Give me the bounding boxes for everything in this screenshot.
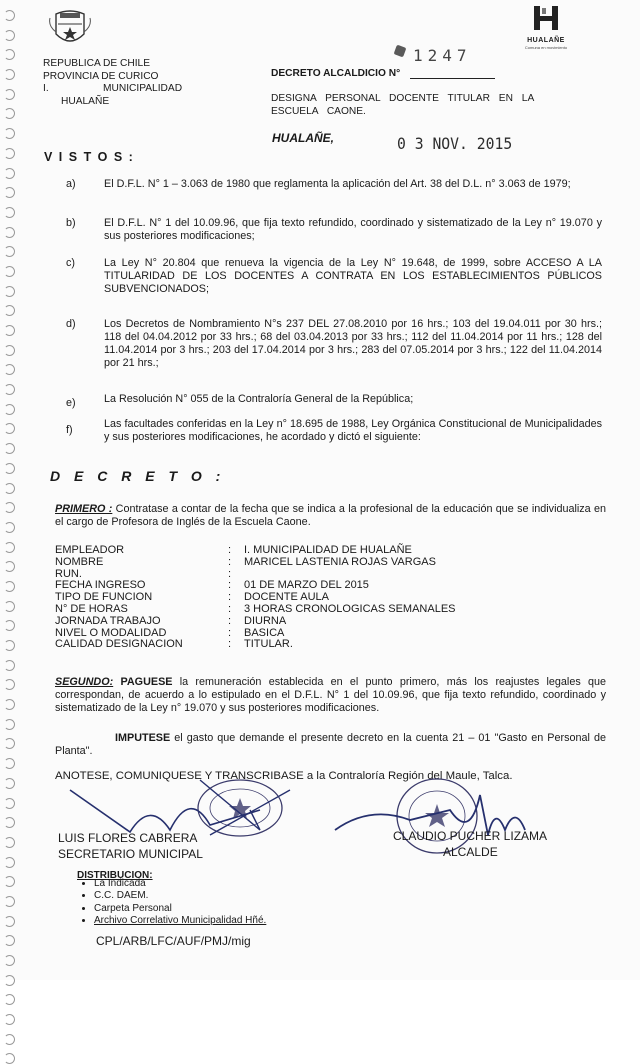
distribution-heading: DISTRIBUCION:	[77, 870, 153, 881]
spiral-ring	[4, 128, 15, 139]
field-colon: :	[228, 567, 232, 580]
field-colon: :	[228, 638, 232, 651]
field-colon: :	[228, 555, 232, 568]
chile-coat-of-arms-icon	[48, 8, 92, 50]
spiral-ring	[4, 89, 15, 100]
field-label: NIVEL O MODALIDAD	[55, 626, 167, 639]
vistos-letter-d: d)	[66, 318, 76, 330]
field-colon: :	[228, 626, 232, 639]
field-label: JORNADA TRABAJO	[55, 614, 161, 627]
vistos-item-c: La Ley N° 20.804 que renueva la vigencia de la Ley N° 19.648, de 1999, sobre ACCESO A LA TITULARIDAD DE LOS DOCENTES A CONTRATA EN LOS ESTABLECIMIENTOS PÚBLICOS SUBVENCIONADOS;	[104, 257, 602, 295]
spiral-ring	[4, 916, 15, 927]
spiral-ring	[4, 325, 15, 336]
spiral-ring	[4, 483, 15, 494]
spiral-ring	[4, 443, 15, 454]
primero-label: PRIMERO :	[55, 503, 113, 515]
spiral-ring	[4, 168, 15, 179]
field-value: BASICA	[244, 626, 285, 639]
distribution-item: • C.C. DAEM.	[94, 890, 266, 902]
spiral-ring	[4, 404, 15, 415]
spiral-ring	[4, 640, 15, 651]
field-label: CALIDAD DESIGNACION	[55, 638, 183, 651]
vistos-letter-b: b)	[66, 217, 76, 229]
institution-line-5: HUALAÑE	[61, 95, 110, 107]
secretary-name: LUIS FLORES CABRERA	[58, 831, 198, 845]
spiral-ring	[4, 187, 15, 198]
hualane-logo	[516, 4, 576, 50]
distribution-item: • La Indicada	[94, 878, 266, 890]
primero-text: Contratase a contar de la fecha que se indica a la profesional de la educación que se individualiza en el cargo de Profesora de Inglés de la Escuela Caone.	[55, 503, 607, 528]
spiral-ring	[4, 305, 15, 316]
imputese-text: el gasto que demande el presente decreto en la cuenta 21 – 01 "Gasto en Personal de Planta".	[55, 732, 607, 757]
spiral-ring	[4, 364, 15, 375]
spiral-ring	[4, 423, 15, 434]
vistos-heading: V I S T O S :	[44, 150, 135, 164]
spiral-ring	[4, 798, 15, 809]
field-label: TIPO DE FUNCION	[55, 591, 153, 604]
field-colon: :	[228, 579, 232, 592]
field-value: 3 HORAS CRONOLOGICAS SEMANALES	[244, 603, 456, 615]
vistos-item-b: El D.F.L. N° 1 del 10.09.96, que fija texto refundido, coordinado y sistematizado de la Ley n° 19.070 y sus posteriores modificaciones;	[104, 217, 602, 242]
spiral-binding	[2, 10, 16, 970]
field-label: EMPLEADOR	[55, 544, 125, 556]
spiral-ring	[4, 699, 15, 710]
field-colon: :	[228, 614, 232, 627]
decree-number-line	[410, 78, 495, 79]
spiral-ring	[4, 384, 15, 395]
field-label: RUN.	[55, 567, 82, 580]
institution-line-4: MUNICIPALIDAD	[103, 83, 183, 94]
decreto-heading: D E C R E T O :	[50, 468, 226, 484]
spiral-ring	[4, 660, 15, 671]
vistos-letter-f: f)	[66, 424, 73, 436]
vistos-item-d: Los Decretos de Nombramiento N°s 237 DEL 27.08.2010 por 16 hrs.; 103 del 19.04.011 por 30 hrs.; 118 del 04.04.2012 por 33 hrs.; 68 del 03.04.2013 por 33 hrs.; 112 del 11.04.2014 por 11 hrs.; 128 del 11.04.2014 por 3 hrs.; 203 del 17.04.2014 por 3 hrs.; 283 del 07.05.2014 por 3 hrs.; 122 del 11.04.2014 por 21 hrs.;	[104, 318, 602, 369]
field-value: MARICEL LASTENIA ROJAS VARGAS	[244, 555, 436, 568]
spiral-ring	[4, 69, 15, 80]
spiral-ring	[4, 49, 15, 60]
spiral-ring	[4, 522, 15, 533]
decree-label: DECRETO ALCALDICIO N°	[271, 68, 401, 79]
distribution-item: • Carpeta Personal	[94, 903, 266, 915]
spiral-ring	[4, 738, 15, 749]
field-label: NOMBRE	[55, 555, 104, 568]
spiral-ring	[4, 876, 15, 887]
spiral-ring	[4, 601, 15, 612]
vistos-letter-a: a)	[66, 178, 76, 190]
imputese-label: IMPUTESE	[115, 732, 171, 744]
spiral-ring	[4, 30, 15, 41]
institution-line-2: PROVINCIA DE CURICO	[43, 70, 159, 82]
spiral-ring	[4, 975, 15, 986]
spiral-ring	[4, 679, 15, 690]
secretary-title: SECRETARIO MUNICIPAL	[58, 847, 203, 861]
stamp-mark-icon	[394, 45, 407, 58]
decree-subject: DESIGNA PERSONAL DOCENTE TITULAR EN LA ESCUELA CAONE.	[271, 93, 534, 117]
logo-name: HUALAÑE	[527, 37, 565, 44]
vistos-letter-c: c)	[66, 257, 75, 269]
field-colon: :	[228, 591, 232, 604]
spiral-ring	[4, 837, 15, 848]
spiral-ring	[4, 620, 15, 631]
spiral-ring	[4, 857, 15, 868]
logo-tagline: Comuna en movimiento	[524, 45, 568, 50]
hualane-h-logo-icon	[531, 4, 561, 32]
spiral-ring	[4, 935, 15, 946]
spiral-ring	[4, 207, 15, 218]
decree-number: 1247	[413, 46, 472, 65]
institution-line-1: REPUBLICA DE CHILE	[43, 58, 151, 69]
field-colon: :	[228, 603, 232, 615]
spiral-ring	[4, 246, 15, 257]
spiral-ring	[4, 955, 15, 966]
spiral-ring	[4, 778, 15, 789]
segundo-text: la remuneración establecida en el punto primero, más los reajustes legales que correspondan, de acuerdo a lo estipulado en el D.F.L. N° 1 del 10.09.96, que fija texto refundido, coordinado y sistematizado de la Ley n° 19.070 y sus posteriores modificaciones.	[55, 676, 607, 714]
vistos-item-f: Las facultades conferidas en la Ley n° 18.695 de 1988, Ley Orgánica Constitucional de Municipalidades y sus posteriores modificaciones, he acordado y dictó el siguiente:	[104, 418, 602, 443]
footer-initials: CPL/ARB/LFC/AUF/PMJ/mig	[96, 934, 251, 948]
field-label: FECHA INGRESO	[55, 579, 146, 592]
mayor-signature-block	[393, 828, 547, 860]
place-label: HUALAÑE,	[272, 131, 334, 145]
spiral-ring	[4, 108, 15, 119]
imputese-paragraph	[55, 732, 606, 758]
field-value: TITULAR.	[244, 638, 293, 651]
spiral-ring	[4, 286, 15, 297]
spiral-ring	[4, 266, 15, 277]
spiral-ring	[4, 502, 15, 513]
institution-header	[43, 58, 243, 108]
spiral-ring	[4, 1053, 15, 1064]
vistos-letter-e: e)	[66, 397, 76, 409]
field-value: 01 DE MARZO DEL 2015	[244, 579, 369, 592]
spiral-ring	[4, 227, 15, 238]
spiral-ring	[4, 463, 15, 474]
spiral-ring	[4, 10, 15, 21]
segundo-label: SEGUNDO:	[55, 676, 114, 688]
spiral-ring	[4, 148, 15, 159]
spiral-ring	[4, 758, 15, 769]
anotese-paragraph: ANOTESE, COMUNIQUESE Y TRANSCRIBASE a la Contraloría Región del Maule, Talca.	[55, 770, 513, 782]
spiral-ring	[4, 542, 15, 553]
distribution-list	[76, 878, 266, 927]
spiral-ring	[4, 581, 15, 592]
field-value: I. MUNICIPALIDAD DE HUALAÑE	[244, 544, 412, 556]
spiral-ring	[4, 719, 15, 730]
spiral-ring	[4, 1014, 15, 1025]
spiral-ring	[4, 817, 15, 828]
distribution-item: • Archivo Correlativo Municipalidad Hñé.	[94, 915, 266, 927]
spiral-ring	[4, 896, 15, 907]
mayor-title: ALCALDE	[443, 845, 498, 859]
vistos-item-a: El D.F.L. N° 1 – 3.063 de 1980 que reglamenta la aplicación del Art. 38 del D.L. n° 3.063 de 1979;	[104, 178, 571, 190]
vistos-item-e: La Resolución N° 055 de la Contraloría General de la República;	[104, 393, 414, 405]
spiral-ring	[4, 561, 15, 572]
spiral-ring	[4, 1034, 15, 1045]
segundo-bold-word: PAGUESE	[120, 676, 173, 688]
institution-line-3: I.	[43, 83, 49, 94]
mayor-name: CLAUDIO PUCHER LIZAMA	[393, 829, 548, 843]
primero-paragraph	[55, 503, 606, 529]
field-colon: :	[228, 544, 232, 556]
spiral-ring	[4, 994, 15, 1005]
field-value: DIURNA	[244, 614, 287, 627]
field-label: N° DE HORAS	[55, 603, 128, 615]
segundo-paragraph	[55, 676, 606, 715]
field-value: DOCENTE AULA	[244, 591, 329, 604]
spiral-ring	[4, 345, 15, 356]
secretary-signature-block	[58, 830, 203, 862]
date-stamp: 0 3 NOV. 2015	[397, 134, 513, 153]
